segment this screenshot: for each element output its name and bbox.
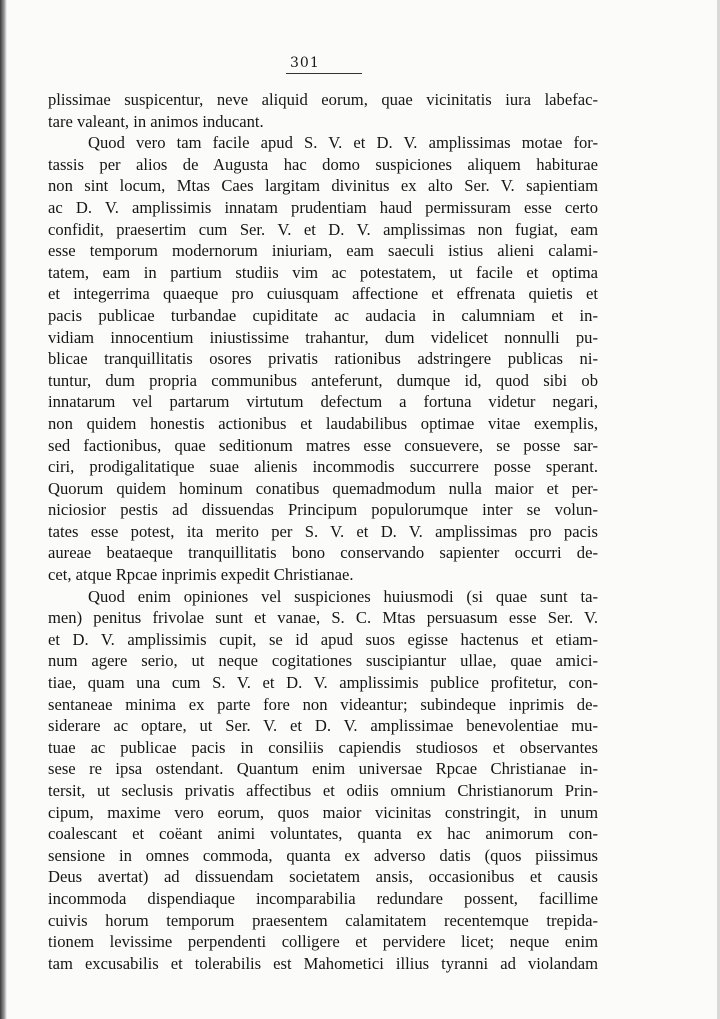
text-line: Quod enim opiniones vel suspiciones huiusmodi (si quae sunt ta- (88, 586, 598, 606)
text-line: tionem levissime perpendenti colligere et pervidere licet; neque enim (48, 932, 598, 952)
text-line: blicae tranquillitatis osores privatis rationibus adstringere publicas ni- (48, 349, 598, 369)
text-line: sentaneae minima ex parte fore non videantur; subindeque inprimis de- (48, 694, 598, 714)
text-line: siderare ac optare, ut Ser. V. et D. V. amplissimae benevolentiae mu- (48, 716, 598, 736)
page-left-edge-shadow (0, 0, 7, 1019)
text-line: incommoda dispendiaque incomparabilia redundare possent, facillime (48, 888, 598, 908)
text-line: sensione in omnes commoda, quanta ex adverso datis (quos piissimus (48, 845, 598, 865)
text-line: confidit, praesertim cum Ser. V. et D. V. amplissimas non fugiat, eam (48, 219, 598, 239)
text-line: non quidem honestis actionibus et laudabilibus optimae vitae exemplis, (48, 413, 598, 433)
text-line: coalescant et coëant animi voluntates, quanta ex hac animorum con- (48, 824, 598, 844)
text-line: sese re ipsa ostendant. Quantum enim universae Rpcae Christianae in- (48, 759, 598, 779)
text-line: esse temporum modernorum iniuriam, eam saeculi istius alieni calami- (48, 241, 598, 261)
text-line: et integerrima quaeque pro cuiusquam affectione et effrenata quietis et (48, 284, 598, 304)
text-line: aureae beataeque tranquillitatis bono conservando sapienter occurri de- (48, 543, 598, 563)
text-line: sed factionibus, quae seditionum matres esse consuevere, se posse sar- (48, 435, 598, 455)
text-line: cuivis horum temporum praesentem calamitatem recentemque trepida- (48, 910, 598, 930)
text-line: plissimae suspicentur, neve aliquid eorum, quae vicinitatis iura labefac- (48, 90, 598, 109)
text-line: Deus avertat) ad dissuendam societatem ansis, occasionibus et causis (48, 867, 598, 887)
text-line: tuntur, dum propria communibus anteferunt, dumque id, quod sibi ob (48, 370, 598, 390)
text-line: Quorum quidem hominum conatibus quemadmodum nulla maior et per- (48, 478, 598, 498)
text-line: cipum, maxime vero eorum, quos maior vicinitas constringit, in unum (48, 802, 598, 822)
body-text (48, 89, 598, 974)
text-line: tassis per alios de Augusta hac domo suspiciones aliquem habiturae (48, 154, 598, 174)
text-line: tersit, ut seclusis privatis affectibus et odiis omnium Christianorum Prin- (48, 781, 598, 800)
text-line: non sint locum, Mtas Caes largitam divinitus ex alto Ser. V. sapientiam (48, 176, 598, 196)
text-line: tuae ac publicae pacis in consiliis capiendis studiosos et observantes (48, 737, 598, 757)
text-line: innatarum vel partarum virtutum defectum a fortuna videtur negari, (48, 392, 598, 412)
text-line: cet, atque Rpcae inprimis expedit Christianae. (48, 565, 354, 585)
text-line: et D. V. amplissimis cupit, se id apud suos egisse hactenus et etiam- (48, 629, 598, 649)
text-line: vidiam innocentium iniustissime trahantur, dum videlicet nonnulli pu- (48, 327, 598, 347)
text-line: men) penitus frivolae sunt et vanae, S. C. Mtas persuasum esse Ser. V. (48, 608, 598, 628)
text-line: tare valeant, in animos inducant. (48, 111, 264, 131)
text-line: tates esse potest, ita merito per S. V. et D. V. amplissimas pro pacis (48, 521, 598, 541)
text-line: tiae, quam una cum S. V. et D. V. amplissimis publice profitetur, con- (48, 673, 598, 693)
page-number-rule (286, 73, 362, 74)
text-line: pacis publicae turbandae cupiditate ac audacia in calumniam et in- (48, 305, 598, 325)
page-number: 301 (290, 55, 320, 71)
text-line: ac D. V. amplissimis innatam prudentiam haud permissuram esse certo (48, 197, 598, 217)
text-line: ciri, prodigalitatique suae alienis incommodis succurrere posse sperant. (48, 457, 598, 477)
text-line: tam excusabilis et tolerabilis est Mahometici illius tyranni ad violandam (48, 953, 598, 973)
text-line: Quod vero tam facile apud S. V. et D. V. amplissimas motae for- (88, 133, 598, 153)
text-line: tatem, eam in partium studiis vim ac potestatem, ut facile et optima (48, 262, 598, 282)
text-line: niciosior pestis ad dissuendas Principum populorumque inter se volun- (48, 500, 598, 520)
text-line: num agere serio, ut neque cogitationes suscipiantur ullae, quae amici- (48, 651, 598, 671)
